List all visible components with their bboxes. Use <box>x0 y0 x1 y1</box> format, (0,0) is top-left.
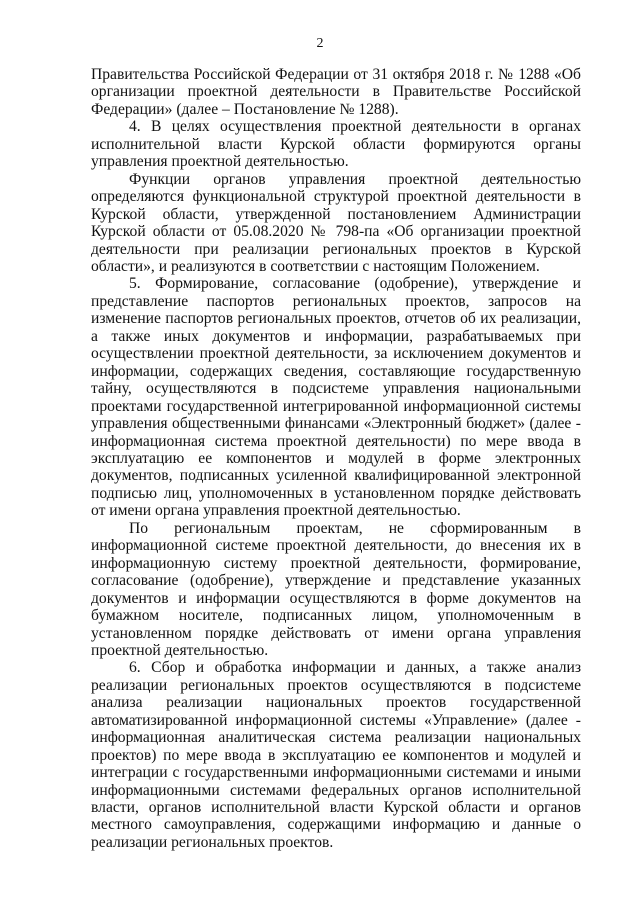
paragraph-functions: Функции органов управления проектной деятельностью определяются функциональной структурой проектной деятельности в Курской области, утвержденной постановлением Администрации Курской области от 05.08.2020 № 798-па «Об организации проектной деятельности при реализации региональных проектов в Курской области», и реализуются в соответствии с настоящим Положением. <box>91 170 581 275</box>
paragraph-paper-documents: По региональным проектам, не сформированным в информационной системе проектной деятельности, до внесения их в информационную систему проектной деятельности, формирование, согласование (одобрение), утверждение и представление указанных документов и информации осуществляются в форме документов на бумажном носителе, подписанных лицом, уполномоченным в установленном порядке действовать от имени органа управления проектной деятельностью. <box>91 519 581 659</box>
paragraph-continuation: Правительства Российской Федерации от 31 октября 2018 г. № 1288 «Об организации проектной деятельности в Правительстве Российской Федерации» (далее – Постановление № 1288). <box>91 66 581 118</box>
paragraph-clause-5: 5. Формирование, согласование (одобрение), утверждение и представление паспортов региональных проектов, запросов на изменение паспортов региональных проектов, отчетов об их реализации, а также иных документов и информации, разрабатываемых при осуществлении проектной деятельности, за исключением документов и информации, содержащих сведения, составляющие государственную тайну, осуществляются в подсистеме управления национальными проектами государственной интегрированной информационной системы управления общественными финансами «Электронный бюджет» (далее - информационная система проектной деятельности) по мере ввода в эксплуатацию ее компонентов и модулей в форме электронных документов, подписанных усиленной квалифицированной электронной подписью лиц, уполномоченных в установленном порядке действовать от имени органа управления проектной деятельностью. <box>91 275 581 520</box>
document-body <box>91 66 581 851</box>
paragraph-clause-4: 4. В целях осуществления проектной деятельности в органах исполнительной власти Курской области формируются органы управления проектной деятельностью. <box>91 118 581 171</box>
page-number: 2 <box>316 36 324 51</box>
paragraph-clause-6: 6. Сбор и обработка информации и данных, а также анализ реализации региональных проектов осуществляются в подсистеме анализа реализации национальных проектов государственной автоматизированной информационной системы «Управление» (далее - информационная аналитическая система реализации национальных проектов) по мере ввода в эксплуатацию ее компонентов и модулей и интеграции с государственными информационными системами и иными информационными системами федеральных органов исполнительной власти, органов исполнительной власти Курской области и органов местного самоуправления, содержащими информацию и данные о реализации региональных проектов. <box>91 659 581 851</box>
